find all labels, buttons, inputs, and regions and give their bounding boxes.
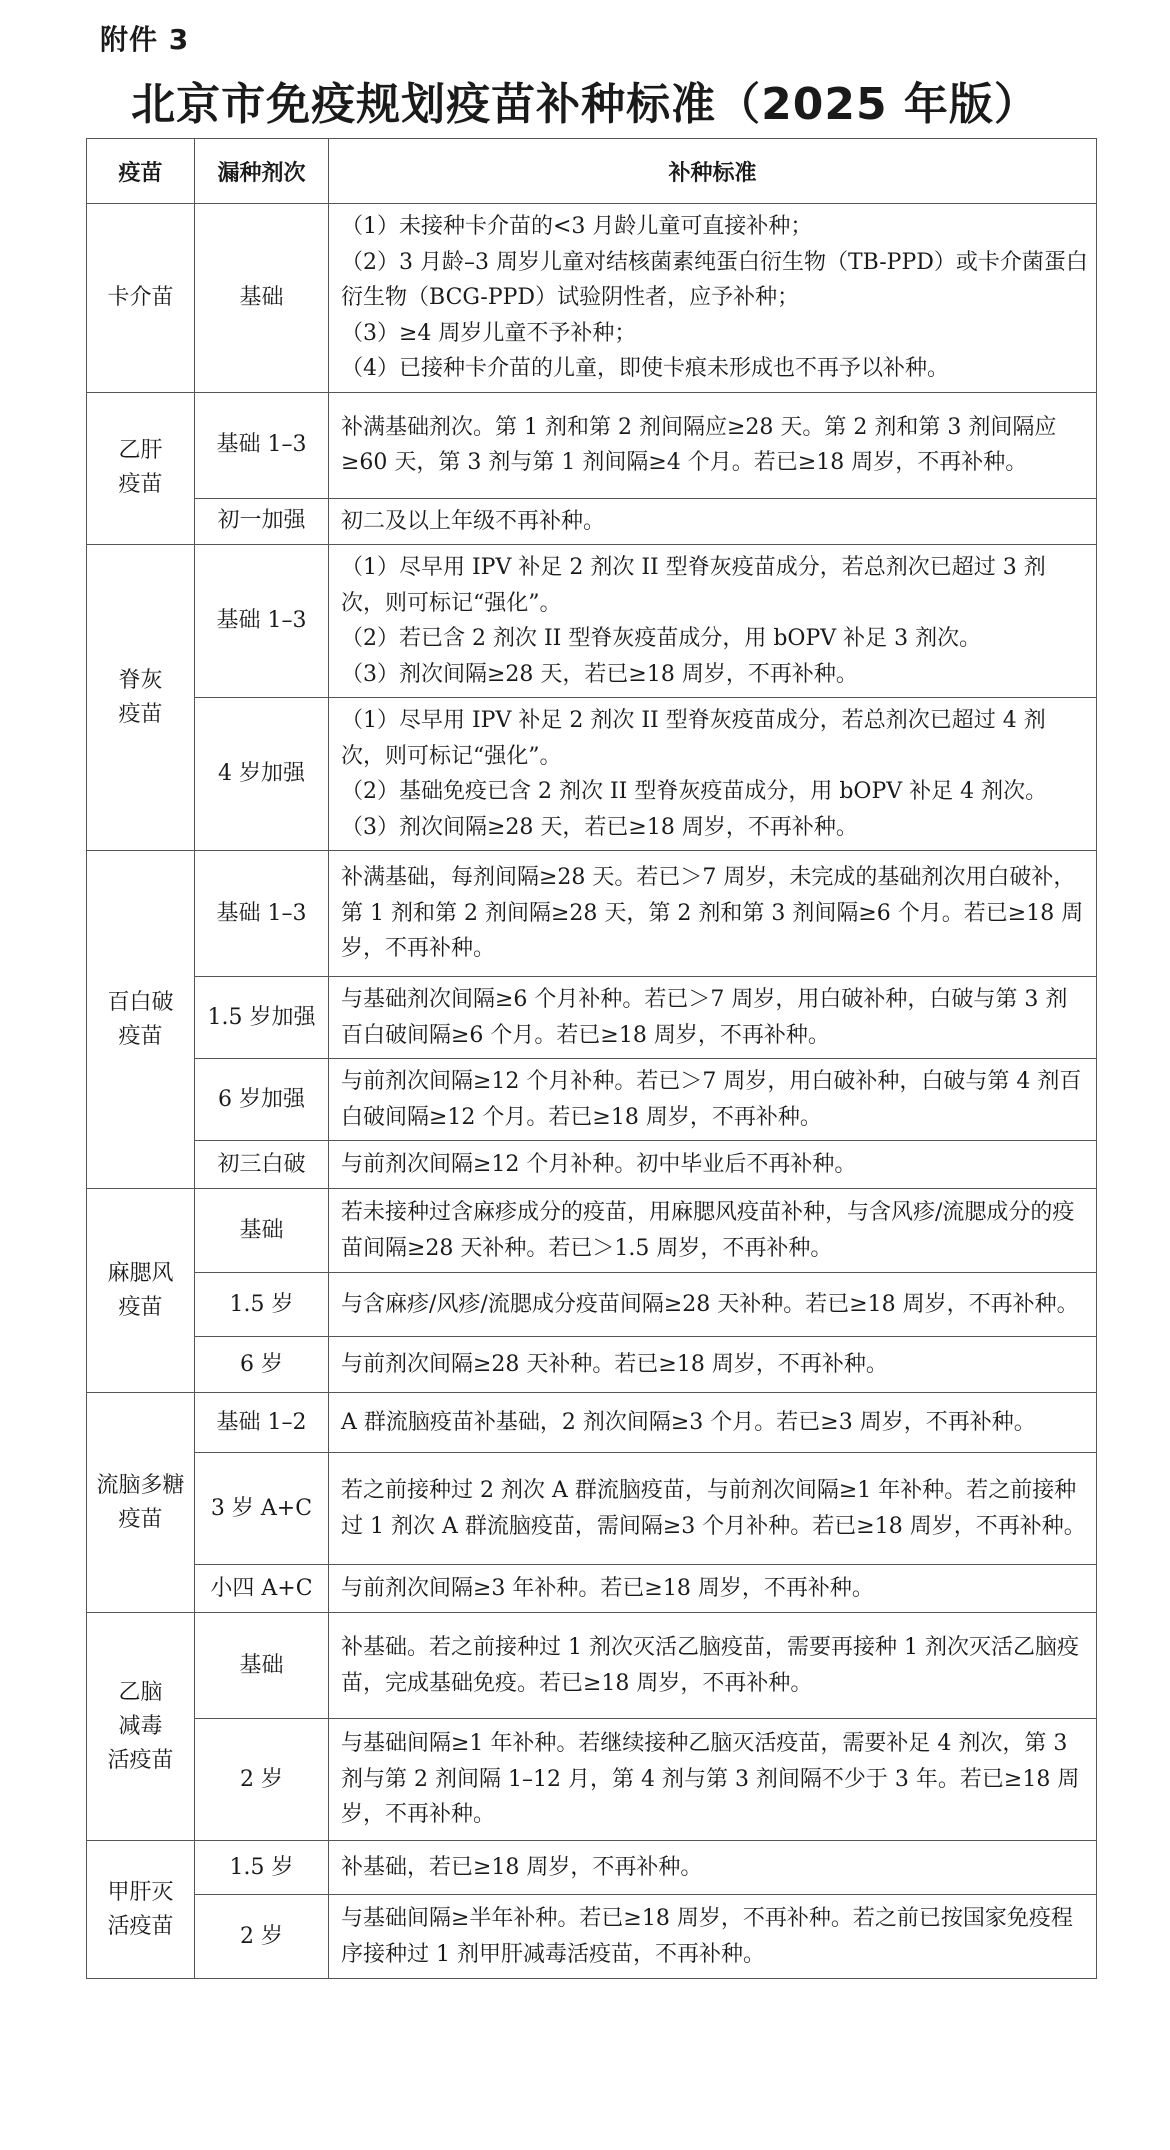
table-row <box>87 545 1097 698</box>
vaccine-name-cell <box>87 392 195 545</box>
vaccine-name-cell <box>87 204 195 393</box>
table-row <box>87 1273 1097 1337</box>
standard-text: 与前剂次间隔≥12 个月补种。初中毕业后不再补种。 <box>341 1151 857 1177</box>
column-header-catch-up-standard: 补种标准 <box>329 139 1097 204</box>
standard-text: （3）剂次间隔≥28 天，若已≥18 周岁，不再补种。 <box>341 661 858 687</box>
catch-up-standard-cell <box>329 1613 1097 1719</box>
table-row <box>87 1613 1097 1719</box>
table-row <box>87 698 1097 851</box>
catch-up-standard-cell <box>329 1059 1097 1141</box>
missed-dose-cell: 3 岁 A+C <box>195 1453 329 1565</box>
catch-up-standard-cell <box>329 698 1097 851</box>
standard-text: （1）尽早用 IPV 补足 2 剂次 II 型脊灰疫苗成分，若总剂次已超过 4 剂次，则可标记“强化”。 <box>341 708 1046 769</box>
catch-up-standard-cell <box>329 1273 1097 1337</box>
missed-dose-cell: 基础 <box>195 1189 329 1273</box>
missed-dose-cell: 2 岁 <box>195 1719 329 1841</box>
catch-up-standard-cell <box>329 1141 1097 1189</box>
vaccine-name-cell <box>87 1393 195 1613</box>
catch-up-standard-cell <box>329 498 1097 545</box>
standard-text: 初二及以上年级不再补种。 <box>341 508 606 534</box>
standard-text: 若之前接种过 2 剂次 A 群流脑疫苗，与前剂次间隔≥1 年补种。若之前接种过 1 剂次 A 群流脑疫苗，需间隔≥3 个月补种。若已≥18 周岁，不再补种。 <box>341 1478 1086 1539</box>
page-title: 北京市免疫规划疫苗补种标准（2025 年版） <box>131 79 1039 130</box>
standard-text: A 群流脑疫苗补基础，2 剂次间隔≥3 个月。若已≥3 周岁，不再补种。 <box>341 1409 1036 1435</box>
missed-dose-cell: 6 岁加强 <box>195 1059 329 1141</box>
missed-dose-cell: 基础 1–3 <box>195 545 329 698</box>
table-row <box>87 204 1097 393</box>
catch-up-standard-cell <box>329 851 1097 977</box>
table-body <box>87 204 1097 1979</box>
standard-text: （3）剂次间隔≥28 天，若已≥18 周岁，不再补种。 <box>341 814 858 840</box>
standard-text: （4）已接种卡介苗的儿童，即使卡痕未形成也不再予以补种。 <box>341 356 949 381</box>
catch-up-standard-cell <box>329 1565 1097 1613</box>
catch-up-standard-cell <box>329 1453 1097 1565</box>
missed-dose-cell: 6 岁 <box>195 1337 329 1393</box>
vaccine-name: 卡介苗 <box>107 284 174 310</box>
missed-dose-cell: 1.5 岁 <box>195 1841 329 1895</box>
standard-text: 补满基础，每剂间隔≥28 天。若已＞7 周岁，未完成的基础剂次用白破补，第 1 剂和第 2 剂间隔≥28 天，第 2 剂和第 3 剂间隔≥6 个月。若已≥18 周岁，不再补种。 <box>341 865 1084 962</box>
table-row <box>87 498 1097 545</box>
catch-up-standard-cell <box>329 1337 1097 1393</box>
missed-dose-cell: 基础 <box>195 1613 329 1719</box>
missed-dose-cell: 基础 1–3 <box>195 392 329 498</box>
vaccine-name-cell <box>87 1841 195 1979</box>
missed-dose-cell: 基础 <box>195 204 329 393</box>
table-row <box>87 851 1097 977</box>
standard-text: （2）基础免疫已含 2 剂次 II 型脊灰疫苗成分，用 bOPV 补足 4 剂次。 <box>341 779 1048 804</box>
catch-up-standard-cell <box>329 204 1097 393</box>
vaccine-name: 百白破 疫苗 <box>107 989 174 1049</box>
attachment-label: 附件 3 <box>100 23 190 56</box>
catch-up-standard-cell <box>329 1841 1097 1895</box>
standard-text: 补基础。若之前接种过 1 剂次灭活乙脑疫苗，需要再接种 1 剂次灭活乙脑疫苗，完成基础免疫。若已≥18 周岁，不再补种。 <box>341 1635 1079 1696</box>
standard-text: 与基础间隔≥1 年补种。若继续接种乙脑灭活疫苗，需要补足 4 剂次，第 3 剂与第 2 剂间隔 1–12 月，第 4 剂与第 3 剂间隔不少于 3 年。若已≥18 周岁，不再补种。 <box>341 1731 1080 1828</box>
standard-text: 若未接种过含麻疹成分的疫苗，用麻腮风疫苗补种，与含风疹/流腮成分的疫苗间隔≥28 天补种。若已＞1.5 周岁，不再补种。 <box>341 1200 1075 1261</box>
standard-text: 与基础剂次间隔≥6 个月补种。若已＞7 周岁，用白破补种，白破与第 3 剂百白破间隔≥6 个月。若已≥18 周岁，不再补种。 <box>341 987 1068 1048</box>
missed-dose-cell: 基础 1–3 <box>195 851 329 977</box>
table-row <box>87 1453 1097 1565</box>
vaccine-name: 麻腮风 疫苗 <box>107 1260 174 1320</box>
missed-dose-cell: 1.5 岁 <box>195 1273 329 1337</box>
vaccine-name-cell <box>87 1613 195 1841</box>
column-header-missed-dose: 漏种剂次 <box>195 139 329 204</box>
missed-dose-cell: 基础 1–2 <box>195 1393 329 1453</box>
table-row <box>87 1565 1097 1613</box>
catch-up-standard-cell <box>329 1895 1097 1979</box>
table-row <box>87 1189 1097 1273</box>
table-row <box>87 977 1097 1059</box>
vaccine-name: 流脑多糖 疫苗 <box>96 1472 185 1532</box>
table-header-row <box>87 139 1097 204</box>
standard-text: 补基础，若已≥18 周岁，不再补种。 <box>341 1854 703 1880</box>
table-row <box>87 1719 1097 1841</box>
catch-up-standard-cell <box>329 392 1097 498</box>
missed-dose-cell: 1.5 岁加强 <box>195 977 329 1059</box>
catch-up-standard-cell <box>329 977 1097 1059</box>
missed-dose-cell: 小四 A+C <box>195 1565 329 1613</box>
vaccine-name-cell <box>87 1189 195 1393</box>
standard-text: 与前剂次间隔≥28 天补种。若已≥18 周岁，不再补种。 <box>341 1351 888 1377</box>
missed-dose-cell: 初三白破 <box>195 1141 329 1189</box>
vaccine-name: 乙脑 减毒 活疫苗 <box>107 1679 174 1773</box>
table-row <box>87 392 1097 498</box>
catch-up-standard-cell <box>329 545 1097 698</box>
standard-text: （3）≥4 周岁儿童不予补种； <box>341 320 637 346</box>
vaccine-name: 甲肝灭 活疫苗 <box>107 1879 174 1939</box>
standard-text: （1）尽早用 IPV 补足 2 剂次 II 型脊灰疫苗成分，若总剂次已超过 3 剂次，则可标记“强化”。 <box>341 555 1046 616</box>
table-row <box>87 1841 1097 1895</box>
table-row <box>87 1393 1097 1453</box>
table-row <box>87 1141 1097 1189</box>
standard-text: 补满基础剂次。第 1 剂和第 2 剂间隔应≥28 天。第 2 剂和第 3 剂间隔应≥60 天，第 3 剂与第 1 剂间隔≥4 个月。若已≥18 周岁，不再补种。 <box>341 414 1057 475</box>
vaccine-name-cell <box>87 545 195 851</box>
standard-text: （2）3 月龄–3 周岁儿童对结核菌素纯蛋白衍生物（TB-PPD）或卡介菌蛋白衍生物（BCG-PPD）试验阴性者，应予补种； <box>341 249 1088 310</box>
missed-dose-cell: 2 岁 <box>195 1895 329 1979</box>
standard-text: （1）未接种卡介苗的<3 月龄儿童可直接补种； <box>341 214 813 239</box>
standard-text: 与含麻疹/风疹/流腮成分疫苗间隔≥28 天补种。若已≥18 周岁，不再补种。 <box>341 1291 1079 1317</box>
vaccine-name-cell <box>87 851 195 1189</box>
catch-up-standard-table <box>86 138 1097 1979</box>
standard-text: （2）若已含 2 剂次 II 型脊灰疫苗成分，用 bOPV 补足 3 剂次。 <box>341 626 982 651</box>
standard-text: 与基础间隔≥半年补种。若已≥18 周岁，不再补种。若之前已按国家免疫程序接种过 1 剂甲肝减毒活疫苗，不再补种。 <box>341 1906 1073 1967</box>
vaccine-name: 乙肝 疫苗 <box>118 438 163 498</box>
standard-text: 与前剂次间隔≥12 个月补种。若已＞7 周岁，用白破补种，白破与第 4 剂百白破间隔≥12 个月。若已≥18 周岁，不再补种。 <box>341 1069 1082 1130</box>
catch-up-standard-cell <box>329 1719 1097 1841</box>
table-row <box>87 1895 1097 1979</box>
catch-up-standard-cell <box>329 1189 1097 1273</box>
missed-dose-cell: 4 岁加强 <box>195 698 329 851</box>
vaccine-name: 脊灰 疫苗 <box>118 667 163 727</box>
standard-text: 与前剂次间隔≥3 年补种。若已≥18 周岁，不再补种。 <box>341 1575 874 1601</box>
table-row <box>87 1337 1097 1393</box>
table-row <box>87 1059 1097 1141</box>
missed-dose-cell: 初一加强 <box>195 498 329 545</box>
catch-up-standard-cell <box>329 1393 1097 1453</box>
column-header-vaccine: 疫苗 <box>87 139 195 204</box>
